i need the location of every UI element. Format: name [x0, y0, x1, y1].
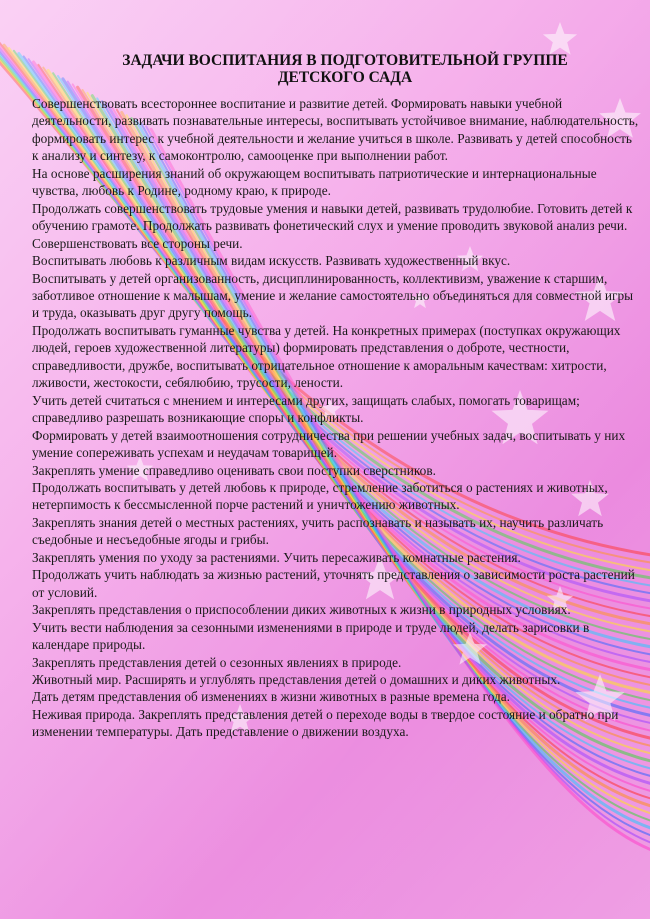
paragraph: Учить вести наблюдения за сезонными изменениями в природе и труде людей, делать зарисовки в календаре природы.	[32, 619, 590, 653]
paragraph: Продолжать воспитывать гуманные чувства у детей. На конкретных примерах (поступках окружающих людей, героев художественной литературы) формировать представления о доброте, честности, справедливости, дружбе, воспитывать отрицательное отношение к аморальным качествам: хитрости, лживости, жестокости, себялюбию, трусости, лености.	[32, 322, 621, 391]
paragraph: Закреплять умения по уходу за растениями. Учить пересаживать комнатные растения.	[32, 549, 521, 565]
paragraph: Дать детям представления об изменениях в жизни животных в разные времена года.	[32, 689, 510, 705]
paragraph: Закреплять представления о приспособлении диких животных к жизни в природных условиях.	[32, 602, 571, 618]
paragraph: Закреплять умение справедливо оценивать свои поступки сверстников.	[32, 462, 436, 478]
paragraph: На основе расширения знаний об окружающем воспитывать патриотические и интернациональные чувства, любовь к Родине, родному краю, к природе.	[32, 165, 597, 199]
paragraph: Неживая природа. Закреплять представления детей о переходе воды в твердое состояние и обратно при изменении температуры. Дать представление о движении воздуха.	[32, 706, 619, 740]
page-title	[40, 52, 650, 86]
paragraph: Учить детей считаться с мнением и интересами других, защищать слабых, помогать товарищам; справедливо разрешать возникающие споры и конфликты.	[32, 392, 580, 426]
title-line-2: ДЕТСКОГО САДА	[277, 69, 413, 86]
paragraph: Продолжать воспитывать у детей любовь к природе, стремление заботиться о растениях и животных, нетерпимость к бессмысленной порче растений и уничтожению животных.	[32, 479, 608, 513]
paragraph: Совершенствовать всестороннее воспитание и развитие детей. Формировать навыки учебной деятельности, развивать познавательные интересы, воспитывать устойчивое внимание, наблюдательность, формировать интерес к учебной деятельности и желание учиться в школе. Развивать у детей способность к анализу и синтезу, к самоконтролю, самооценке при выполнении работ.	[32, 96, 639, 164]
paragraph: Закреплять представления детей о сезонных явлениях в природе.	[32, 654, 402, 670]
paragraph: Продолжать совершенствовать трудовые умения и навыки детей, развивать трудолюбие. Готовить детей к обучению грамоте. Продолжать развивать фонетический слух и умение проводить звуковой анализ речи. Совершенствовать все стороны речи.	[32, 200, 633, 251]
paragraph: Закреплять знания детей о местных растениях, учить распознавать и называть их, научить различать съедобные и несъедобные ягоды и грибы.	[32, 514, 604, 548]
body-text	[32, 95, 640, 741]
title-line-1: ЗАДАЧИ ВОСПИТАНИЯ В ПОДГОТОВИТЕЛЬНОЙ ГРУППЕ	[122, 52, 568, 69]
paragraph: Формировать у детей взаимоотношения сотрудничества при решении учебных задач, воспитывать у них умение сопереживать успехам и неудачам товарищей.	[32, 427, 626, 461]
paragraph: Воспитывать любовь к различным видам искусств. Развивать художественный вкус.	[32, 253, 511, 269]
paragraph: Животный мир. Расширять и углублять представления детей о домашних и диких животных.	[32, 671, 561, 687]
paragraph: Воспитывать у детей организованность, дисциплинированность, коллективизм, уважение к старшим, заботливое отношение к малышам, умение и желание самостоятельно объединяться для совместной игры и труда, оказывать друг другу помощь.	[32, 270, 634, 321]
paragraph: Продолжать учить наблюдать за жизнью растений, уточнять представления о зависимости роста растений от условий.	[32, 567, 635, 600]
